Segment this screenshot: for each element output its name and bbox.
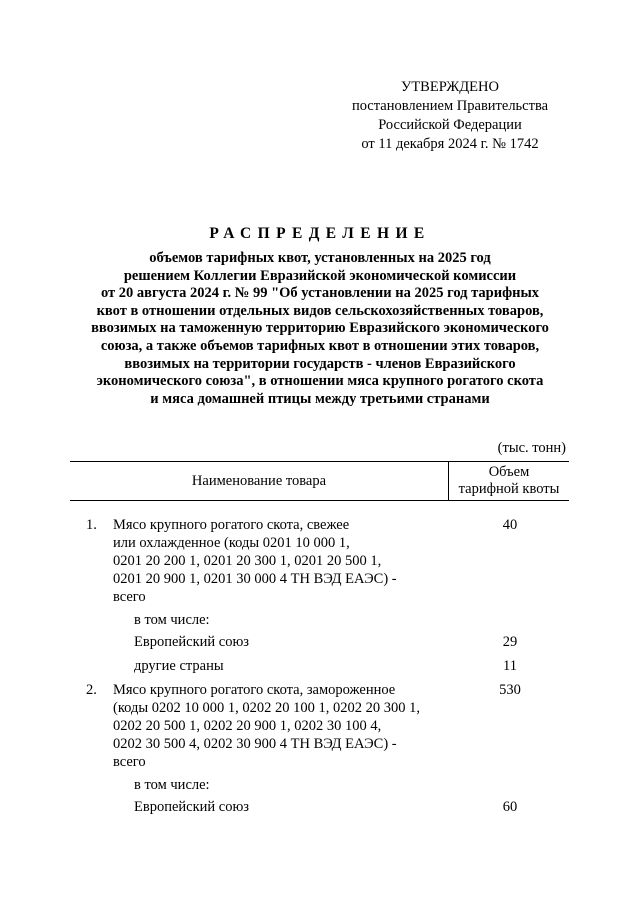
subtitle-line: экономического союза", в отношении мяса крупного рогатого скота (96, 373, 544, 390)
subrow-value: 29 (502, 634, 518, 650)
row-value: 40 (502, 517, 518, 533)
document-subtitle (70, 250, 570, 408)
row-name-line: 0201 20 900 1, 0201 30 000 4 ТН ВЭД ЕАЭС) - (113, 571, 397, 587)
subtitle-line: и мяса домашней птицы между третьими странами (150, 390, 490, 407)
column-header-volume-line: тарифной квоты (458, 481, 560, 497)
column-header-name: Наименование товара (191, 472, 327, 489)
row-name-line: Мясо крупного рогатого скота, замороженное (113, 682, 396, 698)
column-header-volume (449, 462, 569, 500)
row-number: 1. (86, 517, 97, 533)
row-name-line: 0201 20 200 1, 0201 20 300 1, 0201 20 500 1, (113, 553, 382, 569)
subtitle-line: союза, а также объемов тарифных квот в отношении этих товаров, (100, 337, 540, 354)
subtitle-line: ввозимых на таможенную территорию Евразийского экономического (91, 320, 549, 337)
row-name-line: 0202 30 500 4, 0202 30 900 4 ТН ВЭД ЕАЭС) - (113, 736, 397, 752)
subtitle-line: объемов тарифных квот, установленных на 2025 год (149, 250, 491, 266)
row-name (113, 681, 443, 771)
subrow-value: 11 (503, 658, 517, 674)
row-name (113, 516, 443, 606)
row-name-line: Мясо крупного рогатого скота, свежее (113, 517, 350, 533)
row-name-line: всего (113, 589, 146, 605)
row-number: 2. (86, 682, 97, 698)
approval-line: Российской Федерации (378, 117, 522, 133)
table-header (70, 461, 569, 501)
units-label: (тыс. тонн) (497, 440, 566, 456)
document-title: РАСПРЕДЕЛЕНИЕ (209, 225, 431, 242)
row-name-line: или охлажденное (коды 0201 10 000 1, (113, 535, 350, 551)
subrow-label: Европейский союз (134, 634, 250, 650)
row-value: 530 (499, 682, 521, 698)
including-label: в том числе: (134, 777, 210, 793)
approval-line: постановлением Правительства (351, 98, 549, 114)
row-name-line: (коды 0202 10 000 1, 0202 20 100 1, 0202 20 300 1, (113, 700, 420, 716)
subtitle-line: ввозимых на территории государств - членов Евразийского (124, 355, 516, 372)
row-name-line: 0202 20 500 1, 0202 20 900 1, 0202 30 100 4, (113, 718, 382, 734)
row-name-line: всего (113, 754, 146, 770)
column-header-volume-line: Объем (488, 464, 530, 480)
approval-line: от 11 декабря 2024 г. № 1742 (361, 136, 539, 152)
subrow-label: Европейский союз (134, 799, 250, 815)
subtitle-line: решением Коллегии Евразийской экономической комиссии (123, 267, 517, 284)
including-label: в том числе: (134, 612, 210, 628)
approval-block (300, 78, 600, 154)
subrow-label: другие страны (134, 658, 224, 674)
approval-heading: УТВЕРЖДЕНО (401, 79, 499, 95)
subtitle-line: от 20 августа 2024 г. № 99 "Об установлении на 2025 год тарифных (100, 285, 540, 302)
subrow-value: 60 (502, 799, 518, 815)
subtitle-line: квот в отношении отдельных видов сельскохозяйственных товаров, (96, 302, 544, 319)
